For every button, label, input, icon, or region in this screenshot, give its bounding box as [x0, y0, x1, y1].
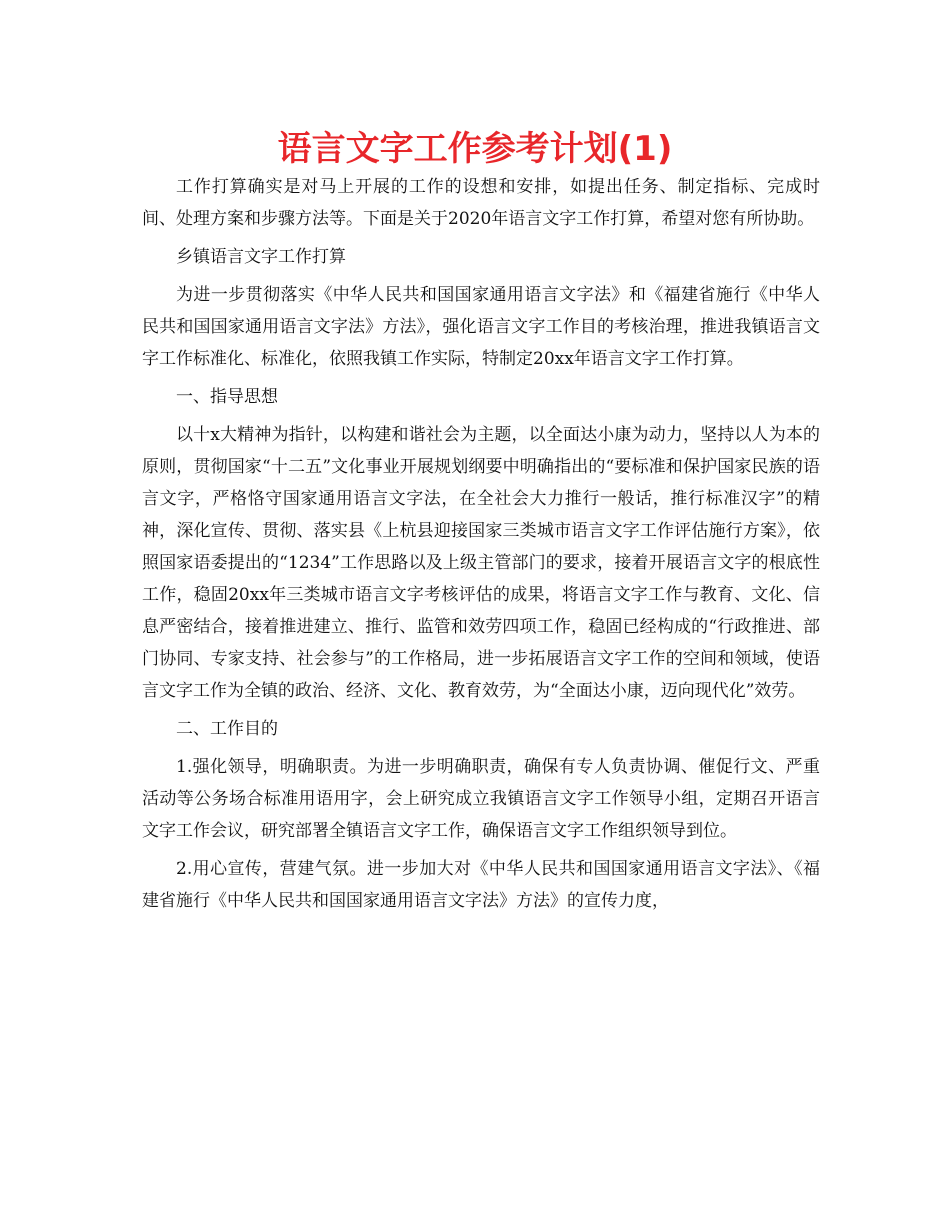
goal-item-2: 2.用心宣传，营建气氛。进一步加大对《中华人民共和国国家通用语言文字法》、《福建省施行《中华人民共和国国家通用语言文字法》方法》的宣传力度， — [142, 859, 820, 911]
goal-item-1: 1.强化领导，明确职责。为进一步明确职责，确保有专人负责协调、催促行文、严重活动等公务场合标准用语用字，会上研究成立我镇语言文字工作领导小组，定期召开语言文字工作会议，研究部署全镇语言文字工作，确保语言文字工作组织领导到位。 — [142, 757, 820, 841]
plan-purpose-paragraph: 为进一步贯彻落实《中华人民共和国国家通用语言文字法》和《福建省施行《中华人民共和国国家通用语言文字法》方法》，强化语言文字工作目的考核治理，推进我镇语言文字工作标准化、标准化，依照我镇工作实际，特制定20xx年语言文字工作打算。 — [142, 285, 820, 369]
section-heading-work-goals: 二、工作目的 — [176, 719, 278, 739]
guiding-ideology-paragraph: 以十x大精神为指针，以构建和谐社会为主题，以全面达小康为动力，坚持以人为本的原则，贯彻国家“十二五”文化事业开展规划纲要中明确指出的“要标准和保护国家民族的语言文字，严格恪守国家通用语言文字法，在全社会大力推行一般话，推行标准汉字”的精神，深化宣传、贯彻、落实县《上杭县迎接国家三类城市语言文字工作评估施行方案》，依照国家语委提出的“1234”工作思路以及上级主管部门的要求，接着开展语言文字的根底性工作，稳固20xx年三类城市语言文字考核评估的成果，将语言文字工作与教育、文化、信息严密结合，接着推进建立、推行、监管和效劳四项工作，稳固已经构成的“行政推进、部门协同、专家支持、社会参与”的工作格局，进一步拓展语言文字工作的空间和领域，使语言文字工作为全镇的政治、经济、文化、教育效劳，为“全面达小康，迈向现代化”效劳。 — [142, 425, 820, 701]
document-title: 语言文字工作参考计划(1) — [277, 129, 673, 169]
document-body — [142, 171, 820, 923]
intro-paragraph: 工作打算确实是对马上开展的工作的设想和安排，如提出任务、制定指标、完成时间、处理方案和步骤方法等。下面是关于2020年语言文字工作打算，希望对您有所协助。 — [142, 177, 820, 229]
section-heading-township-plan: 乡镇语言文字工作打算 — [176, 247, 346, 267]
section-heading-guiding-ideology: 一、指导思想 — [176, 387, 278, 407]
